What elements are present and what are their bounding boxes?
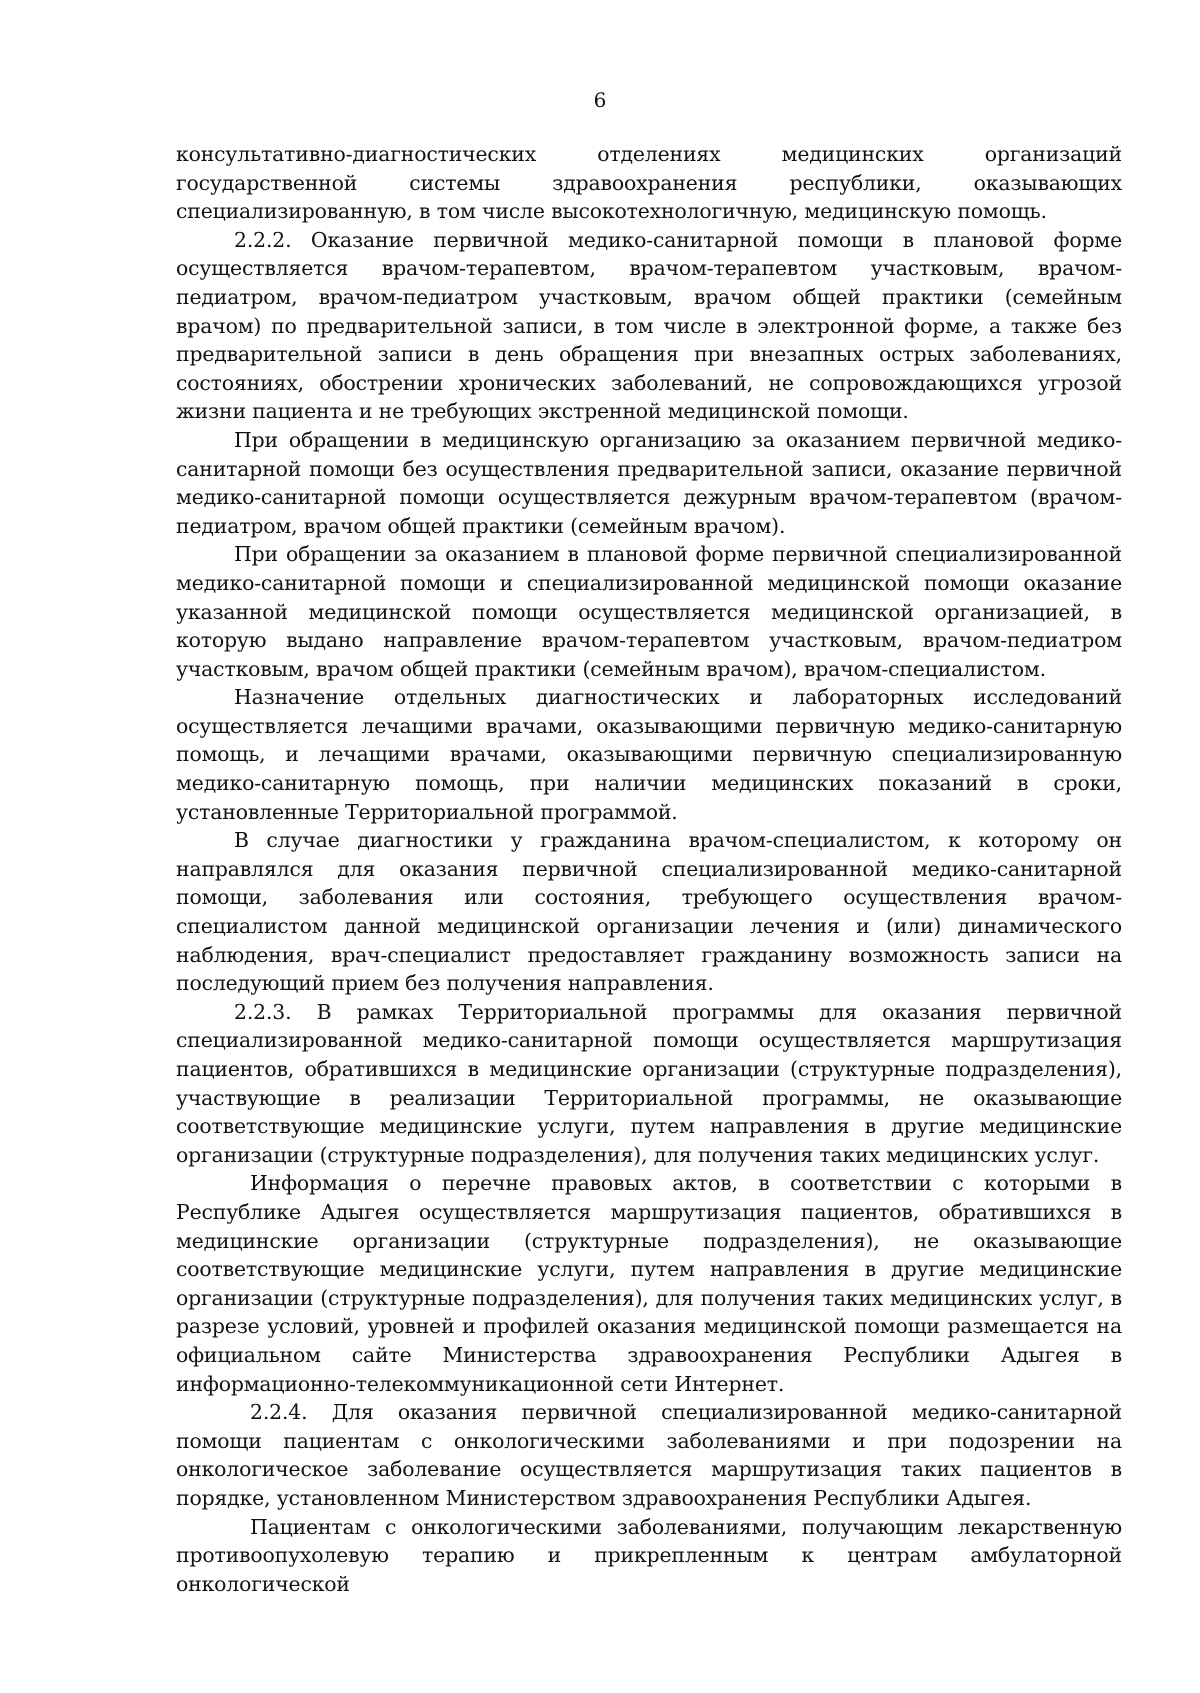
paragraph-no-appointment: При обращении в медицинскую организацию за оказанием первичной медико-санитарной помощи без осуществления предварительной записи, оказание первичной медико-санитарной помощи осуществляется дежурным врачом-терапевтом (врачом-педиатром, врачом общей практики (семейным врачом). xyxy=(176,427,1122,538)
paragraph-2-2-4: 2.2.4. Для оказания первичной специализированной медико-санитарной помощи пациентам с онкологическими заболеваниями и при подозрении на онкологическое заболевание осуществляется маршрутизация таких пациентов в порядке, установленном Министерством здравоохранения Республики Адыгея. xyxy=(176,1400,1122,1510)
paragraph-oncology-patients: Пациентам с онкологическими заболеваниями, получающим лекарственную противоопухолевую терапию и прикрепленным к центрам амбулаторной онкологической xyxy=(176,1514,1122,1596)
paragraph-continuation: консультативно-диагностических отделениях медицинских организаций государственной системы здравоохранения республики, оказывающих специализированную, в том числе высокотехнологичную, медицинскую помощь. xyxy=(176,142,1122,224)
document-body xyxy=(176,140,1122,1598)
paragraph-2-2-3: 2.2.3. В рамках Территориальной программы для оказания первичной специализированной медико-санитарной помощи осуществляется маршрутизация пациентов, обратившихся в медицинские организации (структурные подразделения), участвующие в реализации Территориальной программы, не оказывающие соответствующие медицинские услуги, путем направления в другие медицинские организации (структурные подразделения), для получения таких медицинских услуг. xyxy=(176,999,1122,1167)
paragraph-routing-information: Информация о перечне правовых актов, в соответствии с которыми в Республике Адыгея осуществляется маршрутизация пациентов, обратившихся в медицинские организации (структурные подразделения), не оказывающие соответствующие медицинские услуги, путем направления в другие медицинские организации (структурные подразделения), для получения таких медицинских услуг, в разрезе условий, уровней и профилей оказания медицинской помощи размещается на официальном сайте Министерства здравоохранения Республики Адыгея в информационно-телекоммуникационной сети Интернет. xyxy=(176,1171,1122,1396)
paragraph-2-2-2: 2.2.2. Оказание первичной медико-санитарной помощи в плановой форме осуществляется врачом-терапевтом, врачом-терапевтом участковым, врачом-педиатром, врачом-педиатром участковым, врачом общей практики (семейным врачом) по предварительной записи, в том числе в электронной форме, а также без предварительной записи в день обращения при внезапных острых заболеваниях, состояниях, обострении хронических заболеваний, не сопровождающихся угрозой жизни пациента и не требующих экстренной медицинской помощи. xyxy=(176,227,1122,424)
page-number: 6 xyxy=(593,88,607,112)
paragraph-planned-specialized: При обращении за оказанием в плановой форме первичной специализированной медико-санитарной помощи и специализированной медицинской помощи оказание указанной медицинской помощи осуществляется медицинской организацией, в которую выдано направление врачом-терапевтом участковым, врачом-педиатром участковым, врачом общей практики (семейным врачом), врачом-специалистом. xyxy=(176,542,1122,681)
paragraph-diagnostic-assignment: Назначение отдельных диагностических и лабораторных исследований осуществляется лечащими врачами, оказывающими первичную медико-санитарную помощь, и лечащими врачами, оказывающими первичную специализированную медико-санитарную помощь, при наличии медицинских показаний в сроки, установленные Территориальной программой. xyxy=(176,685,1122,824)
paragraph-specialist-diagnosis: В случае диагностики у гражданина врачом-специалистом, к которому он направлялся для оказания первичной специализированной медико-санитарной помощи, заболевания или состояния, требующего осуществления врачом-специалистом данной медицинской организации лечения и (или) динамического наблюдения, врач-специалист предоставляет гражданину возможность записи на последующий прием без получения направления. xyxy=(176,828,1122,996)
